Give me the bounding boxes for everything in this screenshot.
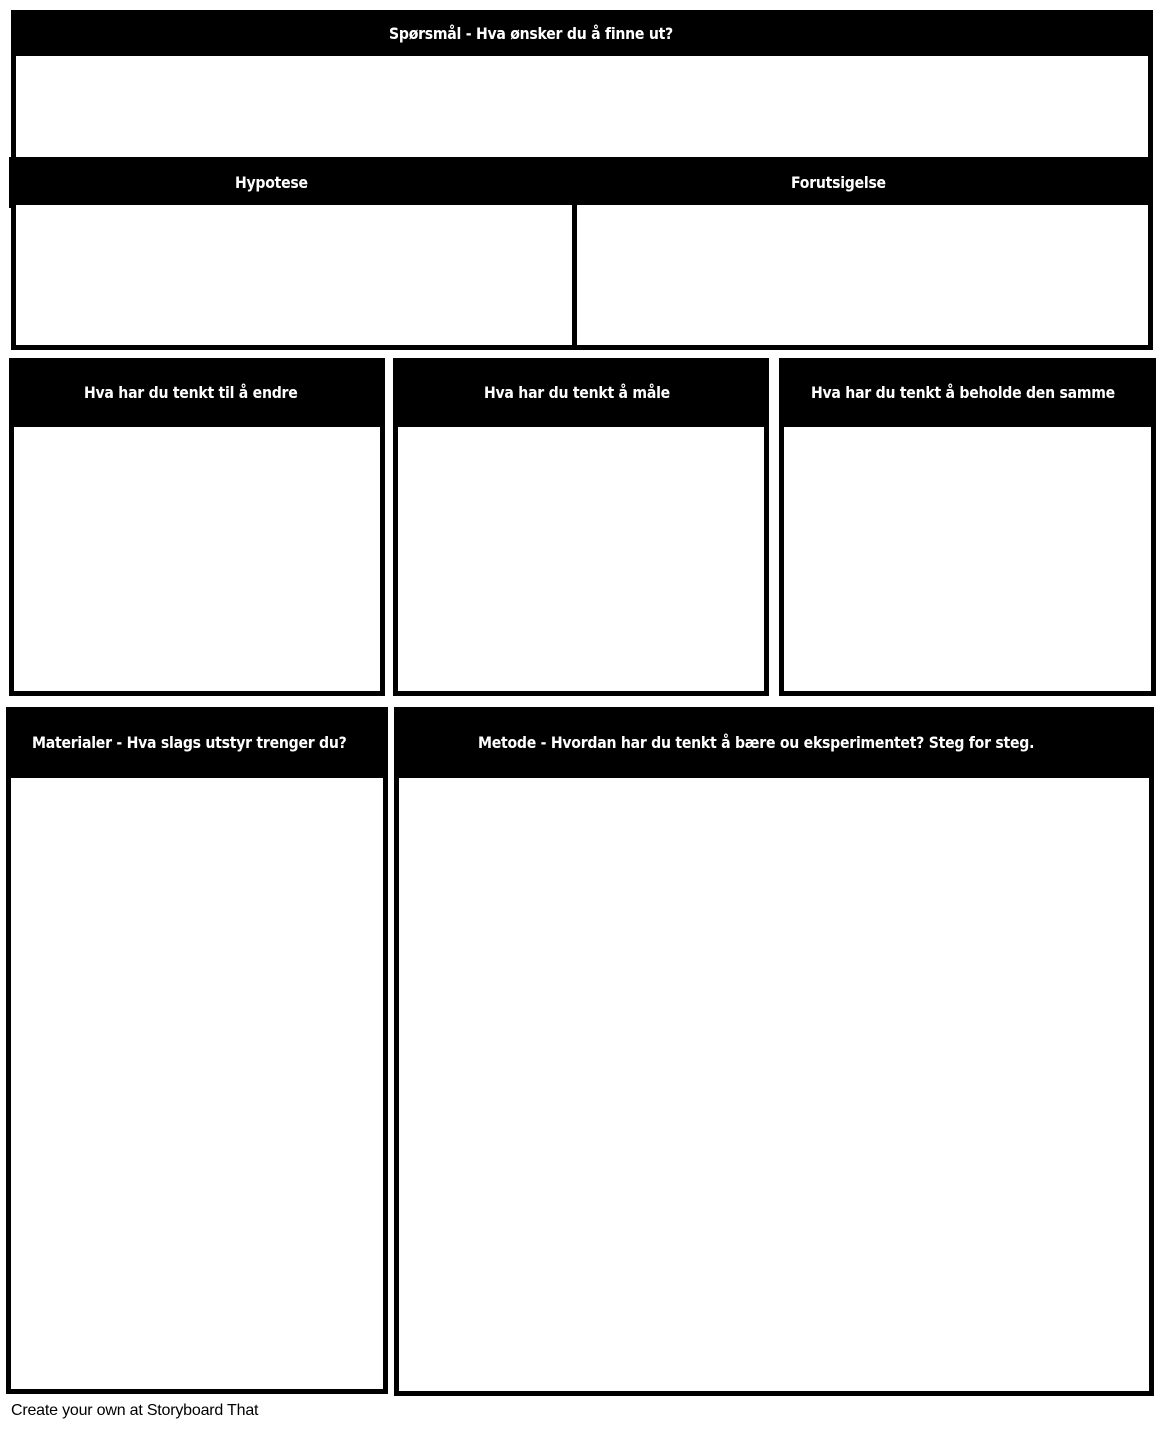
- hypothesis-title: Hypotese: [235, 173, 308, 192]
- materials-box[interactable]: [6, 707, 388, 1394]
- method-header: [394, 707, 1154, 778]
- prediction-box[interactable]: [572, 205, 1153, 350]
- method-title: Metode - Hvordan har du tenkt å bære ou eksperimentet? Steg for steg.: [478, 733, 1035, 752]
- variable-measure-title: Hva har du tenkt å måle: [484, 383, 670, 402]
- hypothesis-header: [9, 157, 579, 208]
- materials-title: Materialer - Hva slags utstyr trenger du?: [32, 733, 347, 752]
- method-box[interactable]: [394, 707, 1154, 1396]
- footer-credit: Create your own at Storyboard That: [11, 1402, 259, 1419]
- question-title: Spørsmål - Hva ønsker du å finne ut?: [389, 23, 673, 43]
- variable-change-title: Hva har du tenkt til å endre: [84, 383, 298, 402]
- prediction-title: Forutsigelse: [791, 173, 886, 192]
- prediction-header: [572, 157, 1153, 208]
- materials-header: [6, 707, 388, 778]
- variable-keep-title: Hva har du tenkt å beholde den samme: [811, 383, 1115, 402]
- question-header: [11, 10, 1153, 56]
- hypothesis-box[interactable]: [11, 205, 578, 350]
- variable-change-header: [9, 358, 385, 427]
- variable-measure-header: [393, 358, 769, 427]
- variable-keep-header: [779, 358, 1156, 427]
